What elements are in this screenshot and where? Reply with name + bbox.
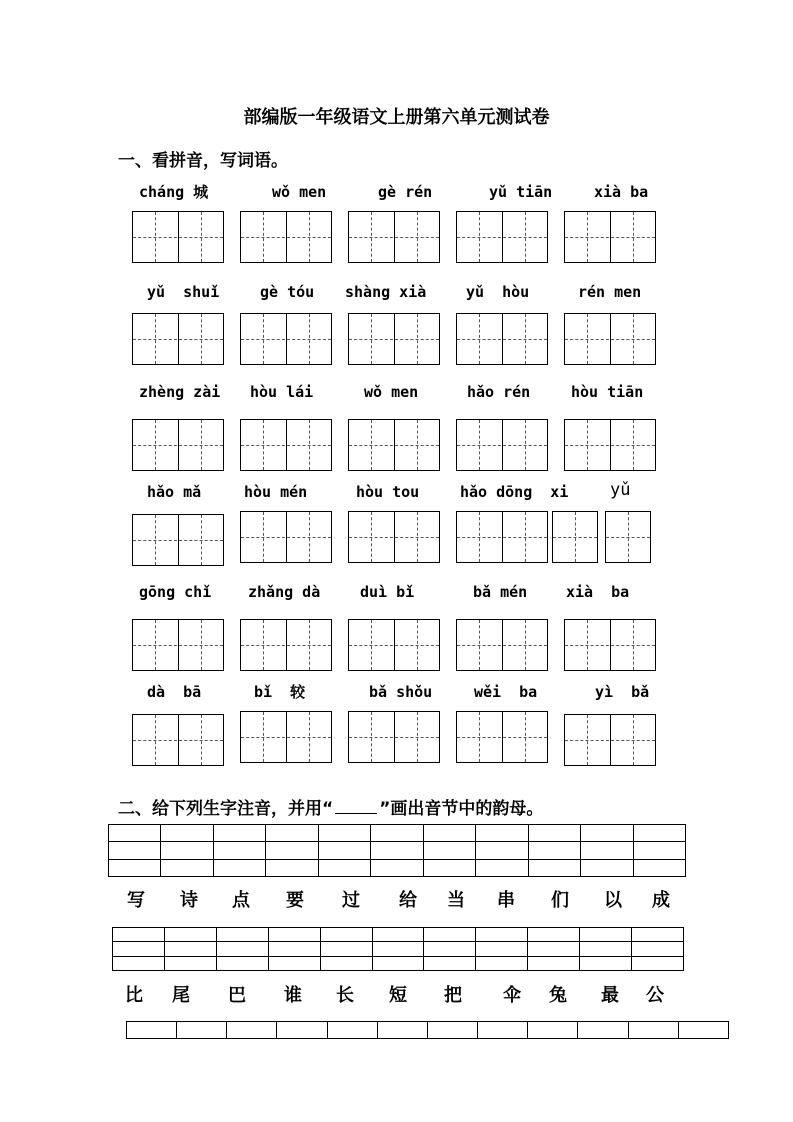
pinyin-answer-cell[interactable]	[318, 859, 370, 876]
page-title: 部编版一年级语文上册第六单元测试卷	[243, 107, 550, 128]
character: 当	[447, 890, 465, 911]
pinyin-answer-cell[interactable]	[320, 956, 372, 970]
pinyin-label: wǒ men	[272, 183, 327, 201]
character: 们	[551, 890, 569, 911]
pinyin-label: hǎo dōng xi	[460, 483, 569, 501]
pinyin-answer-cell[interactable]	[427, 1022, 477, 1039]
pinyin-label: bǎ mén	[473, 583, 528, 601]
pinyin-label: hòu tiān	[571, 383, 644, 401]
character-row-1	[108, 886, 686, 912]
pinyin-answer-cell[interactable]	[113, 928, 165, 942]
pinyin-answer-grid-3[interactable]	[126, 1021, 729, 1039]
character: 谁	[284, 985, 302, 1006]
pinyin-label: shàng xià	[345, 283, 427, 301]
pinyin-label: bǐ 较	[254, 683, 306, 701]
writing-grid[interactable]	[348, 419, 440, 471]
writing-grid[interactable]	[456, 419, 548, 471]
writing-grid[interactable]	[132, 619, 224, 671]
character: 给	[399, 890, 417, 911]
pinyin-label: xià ba	[594, 183, 649, 201]
pinyin-label: yǔ tiān	[489, 183, 553, 201]
pinyin-answer-cell[interactable]	[161, 825, 213, 842]
character: 以	[604, 890, 622, 911]
pinyin-answer-cell[interactable]	[268, 928, 320, 942]
pinyin-label: bǎ shǒu	[369, 683, 433, 701]
pinyin-answer-cell[interactable]	[213, 825, 265, 842]
pinyin-label: wǒ men	[364, 383, 419, 401]
character: 比	[125, 985, 143, 1006]
pinyin-answer-cell[interactable]	[266, 842, 318, 859]
writing-grid[interactable]	[564, 619, 656, 671]
writing-grid[interactable]	[564, 211, 656, 263]
pinyin-answer-cell[interactable]	[371, 842, 423, 859]
pinyin-label: xià ba	[566, 583, 630, 601]
pinyin-label: gōng chǐ	[139, 583, 212, 601]
pinyin-answer-cell[interactable]	[581, 859, 633, 876]
writing-grid[interactable]	[564, 313, 656, 365]
pinyin-answer-cell[interactable]	[580, 956, 632, 970]
pinyin-label: yì bǎ	[595, 683, 650, 701]
pinyin-label: zhǎng dà	[248, 583, 321, 601]
pinyin-answer-cell[interactable]	[113, 942, 165, 956]
character: 写	[127, 890, 145, 911]
pinyin-label: hòu mén	[244, 483, 308, 501]
pinyin-answer-cell[interactable]	[476, 825, 528, 842]
writing-grid[interactable]	[348, 619, 440, 671]
pinyin-answer-cell[interactable]	[424, 928, 476, 942]
pinyin-answer-cell[interactable]	[633, 842, 685, 859]
pinyin-answer-cell[interactable]	[528, 1022, 578, 1039]
pinyin-label: hòu lái	[250, 383, 314, 401]
pinyin-answer-cell[interactable]	[372, 956, 424, 970]
writing-grid[interactable]	[132, 211, 224, 263]
character: 串	[497, 890, 515, 911]
pinyin-label: yǔ hòu	[466, 283, 530, 301]
pinyin-answer-cell[interactable]	[632, 928, 684, 942]
pinyin-answer-cell[interactable]	[327, 1022, 377, 1039]
pinyin-answer-cell[interactable]	[528, 956, 580, 970]
pinyin-answer-cell[interactable]	[266, 859, 318, 876]
writing-grid[interactable]	[348, 211, 440, 263]
pinyin-answer-cell[interactable]	[528, 825, 580, 842]
pinyin-label: hǎo rén	[467, 383, 531, 401]
pinyin-answer-grid-1[interactable]	[108, 824, 686, 877]
pinyin-answer-cell[interactable]	[476, 859, 528, 876]
pinyin-answer-cell[interactable]	[580, 942, 632, 956]
pinyin-answer-cell[interactable]	[476, 942, 528, 956]
character: 兔	[549, 985, 567, 1006]
pinyin-answer-cell[interactable]	[528, 942, 580, 956]
writing-grid[interactable]	[240, 419, 332, 471]
writing-grid[interactable]	[564, 714, 656, 766]
pinyin-answer-cell[interactable]	[113, 956, 165, 970]
character: 把	[444, 985, 462, 1006]
pinyin-answer-cell[interactable]	[216, 956, 268, 970]
pinyin-answer-cell[interactable]	[528, 842, 580, 859]
pinyin-answer-cell[interactable]	[423, 842, 475, 859]
pinyin-label: gè rén	[378, 183, 433, 201]
character: 尾	[172, 985, 190, 1006]
pinyin-answer-cell[interactable]	[161, 842, 213, 859]
pinyin-answer-cell[interactable]	[424, 942, 476, 956]
pinyin-label: duì bǐ	[360, 583, 415, 601]
writing-grid[interactable]	[456, 211, 548, 263]
pinyin-label: yǔ	[610, 480, 631, 500]
section-2-heading-suffix: ”画出音节中的韵母。	[379, 799, 544, 819]
writing-grid[interactable]	[132, 313, 224, 365]
pinyin-answer-cell[interactable]	[476, 928, 528, 942]
pinyin-answer-cell[interactable]	[320, 928, 372, 942]
pinyin-answer-cell[interactable]	[423, 825, 475, 842]
writing-grid-single[interactable]	[605, 511, 651, 563]
character: 过	[342, 890, 360, 911]
pinyin-label: yǔ shuǐ	[147, 283, 220, 301]
pinyin-answer-cell[interactable]	[213, 842, 265, 859]
pinyin-answer-cell[interactable]	[478, 1022, 528, 1039]
pinyin-label: rén men	[578, 283, 642, 301]
pinyin-answer-cell[interactable]	[581, 825, 633, 842]
pinyin-answer-cell[interactable]	[277, 1022, 327, 1039]
pinyin-answer-cell[interactable]	[628, 1022, 678, 1039]
character: 点	[232, 890, 250, 911]
pinyin-answer-cell[interactable]	[633, 825, 685, 842]
pinyin-answer-cell[interactable]	[528, 928, 580, 942]
writing-grid[interactable]	[240, 211, 332, 263]
writing-grid[interactable]	[240, 711, 332, 763]
pinyin-answer-cell[interactable]	[377, 1022, 427, 1039]
character: 要	[286, 890, 304, 911]
pinyin-answer-cell[interactable]	[109, 842, 161, 859]
pinyin-answer-cell[interactable]	[633, 859, 685, 876]
pinyin-answer-cell[interactable]	[177, 1022, 227, 1039]
character: 成	[652, 890, 670, 911]
pinyin-answer-cell[interactable]	[476, 956, 528, 970]
pinyin-answer-cell[interactable]	[372, 928, 424, 942]
writing-grid[interactable]	[132, 714, 224, 766]
pinyin-answer-cell[interactable]	[266, 825, 318, 842]
pinyin-label: dà bā	[147, 683, 202, 701]
writing-grid[interactable]	[456, 619, 548, 671]
writing-grid[interactable]	[348, 711, 440, 763]
pinyin-answer-cell[interactable]	[423, 859, 475, 876]
pinyin-answer-cell[interactable]	[216, 928, 268, 942]
writing-grid-single[interactable]	[552, 511, 598, 563]
pinyin-answer-cell[interactable]	[476, 842, 528, 859]
writing-grid[interactable]	[240, 619, 332, 671]
writing-grid[interactable]	[456, 313, 548, 365]
pinyin-answer-cell[interactable]	[164, 956, 216, 970]
pinyin-answer-cell[interactable]	[581, 842, 633, 859]
pinyin-answer-cell[interactable]	[227, 1022, 277, 1039]
section-2-heading-prefix: 二、给下列生字注音，并用“	[118, 799, 334, 819]
pinyin-answer-cell[interactable]	[268, 956, 320, 970]
pinyin-answer-cell[interactable]	[318, 825, 370, 842]
writing-grid[interactable]	[456, 511, 548, 563]
pinyin-answer-cell[interactable]	[109, 825, 161, 842]
character: 短	[389, 985, 407, 1006]
underline-sample	[335, 813, 377, 814]
pinyin-label: wěi ba	[474, 683, 538, 701]
pinyin-label: hòu tou	[356, 483, 420, 501]
pinyin-answer-cell[interactable]	[578, 1022, 628, 1039]
pinyin-answer-cell[interactable]	[528, 859, 580, 876]
pinyin-answer-cell[interactable]	[371, 859, 423, 876]
writing-grid[interactable]	[348, 511, 440, 563]
pinyin-answer-cell[interactable]	[632, 942, 684, 956]
character: 公	[646, 985, 664, 1006]
character: 最	[601, 985, 619, 1006]
pinyin-label: gè tóu	[260, 283, 315, 301]
character: 长	[336, 985, 354, 1006]
writing-grid[interactable]	[240, 313, 332, 365]
character: 诗	[180, 890, 198, 911]
section-1-heading: 一、看拼音，写词语。	[118, 151, 288, 171]
pinyin-label: zhèng zài	[139, 383, 221, 401]
pinyin-label: hǎo mǎ	[147, 483, 202, 501]
pinyin-answer-cell[interactable]	[371, 825, 423, 842]
writing-grid[interactable]	[132, 514, 224, 566]
writing-grid[interactable]	[456, 711, 548, 763]
writing-grid[interactable]	[348, 313, 440, 365]
writing-grid[interactable]	[564, 419, 656, 471]
pinyin-answer-cell[interactable]	[164, 928, 216, 942]
pinyin-answer-cell[interactable]	[164, 942, 216, 956]
pinyin-answer-cell[interactable]	[213, 859, 265, 876]
pinyin-answer-cell[interactable]	[109, 859, 161, 876]
character-row-2	[112, 981, 684, 1007]
pinyin-answer-cell[interactable]	[580, 928, 632, 942]
pinyin-answer-cell[interactable]	[127, 1022, 177, 1039]
writing-grid[interactable]	[132, 419, 224, 471]
pinyin-answer-cell[interactable]	[424, 956, 476, 970]
section-2-heading	[118, 794, 543, 819]
pinyin-label: cháng 城	[139, 183, 209, 201]
pinyin-answer-cell[interactable]	[216, 942, 268, 956]
pinyin-answer-grid-2[interactable]	[112, 927, 684, 971]
pinyin-answer-cell[interactable]	[161, 859, 213, 876]
writing-grid[interactable]	[240, 511, 332, 563]
pinyin-answer-cell[interactable]	[320, 942, 372, 956]
pinyin-answer-cell[interactable]	[678, 1022, 728, 1039]
pinyin-answer-cell[interactable]	[318, 842, 370, 859]
pinyin-answer-cell[interactable]	[372, 942, 424, 956]
pinyin-answer-cell[interactable]	[268, 942, 320, 956]
pinyin-answer-cell[interactable]	[632, 956, 684, 970]
character: 伞	[503, 985, 521, 1006]
character: 巴	[228, 985, 246, 1006]
